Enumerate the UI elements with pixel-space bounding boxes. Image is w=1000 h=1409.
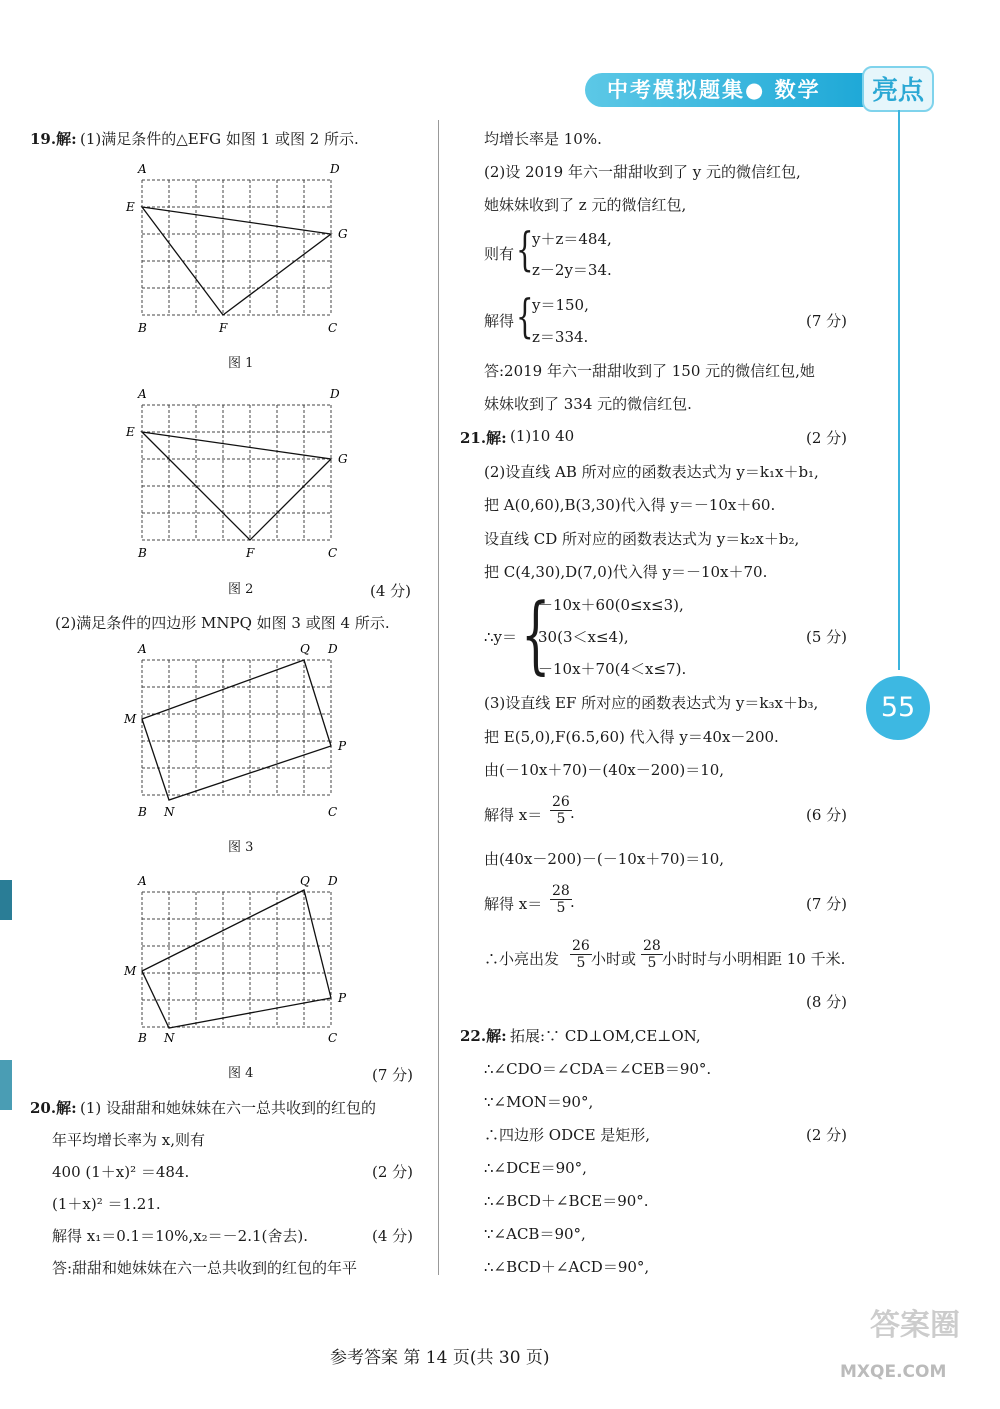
q21-line: 解得 x＝ bbox=[484, 806, 543, 824]
fraction-denominator: 5 bbox=[647, 955, 657, 971]
fraction-numerator: 28 bbox=[643, 938, 661, 954]
fraction-numerator: 28 bbox=[552, 883, 570, 899]
period: . bbox=[570, 804, 575, 822]
q21-conclusion: 小时时与小明相距 10 千米. bbox=[662, 950, 846, 968]
q20-line: (1＋x)² ＝1.21. bbox=[52, 1195, 161, 1213]
figure-caption: 图 2 bbox=[228, 582, 254, 597]
answer-line: (2)设 2019 年六一甜甜收到了 y 元的微信红包, bbox=[484, 163, 801, 181]
score-mark: (6 分) bbox=[806, 806, 848, 824]
label-G: G bbox=[338, 227, 348, 241]
q21-line: 把 A(0,60),B(3,30)代入得 y＝－10x＋60. bbox=[484, 496, 776, 514]
system-lead: 解得 bbox=[484, 312, 515, 330]
label-C: C bbox=[328, 546, 338, 560]
page-number-badge: 55 bbox=[866, 676, 930, 740]
label-D: D bbox=[328, 642, 338, 656]
fraction-denominator: 5 bbox=[556, 811, 566, 827]
piecewise-case: －10x＋70(4＜x≤7). bbox=[538, 660, 687, 678]
left-brace: { bbox=[521, 585, 551, 683]
score-mark: (2 分) bbox=[806, 429, 848, 447]
piecewise-lead: ∴y＝ bbox=[484, 628, 518, 646]
q21-line: 把 E(5,0),F(6.5,60) 代入得 y＝40x－200. bbox=[484, 728, 779, 746]
score-mark: (2 分) bbox=[806, 1126, 848, 1144]
q22-heading: 22.解: bbox=[460, 1027, 507, 1045]
piecewise-case: 30(3＜x≤4), bbox=[538, 628, 629, 646]
equation: y＋z＝484, bbox=[532, 230, 612, 248]
q21-line: 设直线 CD 所对应的函数表达式为 y＝k₂x＋b₂, bbox=[484, 530, 800, 548]
system-lead: 则有 bbox=[484, 245, 515, 263]
column-divider bbox=[438, 120, 439, 1275]
q21-line: 把 C(4,30),D(7,0)代入得 y＝－10x＋70. bbox=[484, 563, 768, 581]
q22-line: ∵∠ACB＝90°, bbox=[484, 1225, 586, 1243]
brand-logo: 亮点 bbox=[862, 66, 934, 112]
label-Q: Q bbox=[300, 642, 310, 656]
q21-conclusion: ∴小亮出发 bbox=[484, 950, 560, 968]
fraction-numerator: 26 bbox=[552, 794, 570, 810]
label-D: D bbox=[330, 162, 340, 176]
period: . bbox=[570, 893, 575, 911]
fraction-denominator: 5 bbox=[576, 955, 586, 971]
fraction-numerator: 26 bbox=[572, 938, 590, 954]
left-brace: { bbox=[516, 289, 534, 343]
q20-line: 年平均增长率为 x,则有 bbox=[52, 1131, 205, 1149]
q22-line: ∴∠DCE＝90°, bbox=[484, 1159, 587, 1177]
figure-3-quadrilateral-mnpq bbox=[120, 640, 360, 820]
margin-rule bbox=[898, 110, 900, 670]
binding-edge bbox=[0, 880, 12, 920]
label-C: C bbox=[328, 1031, 338, 1045]
q19-part2-line: (2)满足条件的四边形 MNPQ 如图 3 或图 4 所示. bbox=[55, 614, 390, 632]
figure-caption: 图 1 bbox=[228, 356, 254, 371]
q22-line: ∴∠CDO＝∠CDA＝∠CEB＝90°. bbox=[484, 1060, 712, 1078]
figure-4-quadrilateral-mnpq bbox=[120, 872, 360, 1052]
q21-conclusion: 小时或 bbox=[591, 950, 637, 968]
q22-line: ∴四边形 ODCE 是矩形, bbox=[484, 1126, 651, 1144]
page-footer: 参考答案 第 14 页(共 30 页) bbox=[330, 1348, 550, 1368]
answer-line: 均增长率是 10%. bbox=[484, 130, 602, 148]
q21-heading: 21.解: bbox=[460, 429, 507, 447]
q19-line: (1)满足条件的△EFG 如图 1 或图 2 所示. bbox=[80, 130, 359, 148]
label-P: P bbox=[338, 991, 347, 1005]
q20-line: 解得 x₁＝0.1＝10%,x₂＝－2.1(舍去). bbox=[52, 1227, 309, 1245]
fraction-denominator: 5 bbox=[556, 900, 566, 916]
q21-line: (3)设直线 EF 所对应的函数表达式为 y＝k₃x＋b₃, bbox=[484, 694, 819, 712]
label-Q: Q bbox=[300, 874, 310, 888]
q22-line: ∴∠BCD＋∠BCE＝90°. bbox=[484, 1192, 649, 1210]
watermark-logo: 答案圈 bbox=[870, 1308, 960, 1343]
score-mark: (4 分) bbox=[372, 1227, 414, 1245]
figure-1-triangle-efg bbox=[120, 160, 360, 340]
figure-caption: 图 4 bbox=[228, 1066, 254, 1081]
binding-edge bbox=[0, 1060, 12, 1110]
score-mark: (7 分) bbox=[372, 1066, 414, 1084]
q21-line: 解得 x＝ bbox=[484, 895, 543, 913]
figure-2-triangle-efg bbox=[120, 385, 360, 565]
label-P: P bbox=[338, 739, 347, 753]
answer-line: 答:2019 年六一甜甜收到了 150 元的微信红包,她 bbox=[484, 362, 815, 380]
label-E: E bbox=[126, 200, 135, 214]
label-D: D bbox=[328, 874, 338, 888]
header-title: 中考模拟题集● 数学 bbox=[585, 73, 885, 107]
label-B: B bbox=[138, 546, 147, 560]
q21-line: 由(40x－200)－(－10x＋70)＝10, bbox=[484, 850, 725, 868]
label-F: F bbox=[219, 321, 228, 335]
label-B: B bbox=[138, 1031, 147, 1045]
q22-line: ∴∠BCD＋∠ACD＝90°, bbox=[484, 1258, 650, 1276]
q22-line: 拓展:∵ CD⊥OM,CE⊥ON, bbox=[510, 1027, 701, 1045]
score-mark: (4 分) bbox=[370, 582, 412, 600]
q20-heading: 20.解: bbox=[30, 1099, 77, 1117]
equation: z＝334. bbox=[532, 328, 589, 346]
watermark-url: MXQE.COM bbox=[840, 1362, 947, 1382]
label-M: M bbox=[124, 964, 137, 978]
equation: y＝150, bbox=[532, 296, 589, 314]
score-mark: (8 分) bbox=[806, 993, 848, 1011]
fraction bbox=[550, 883, 572, 916]
left-brace: { bbox=[516, 222, 534, 276]
fraction bbox=[641, 938, 663, 971]
label-A: A bbox=[138, 874, 147, 888]
label-C: C bbox=[328, 805, 338, 819]
label-M: M bbox=[124, 712, 137, 726]
label-A: A bbox=[138, 642, 147, 656]
q21-line: 由(－10x＋70)－(40x－200)＝10, bbox=[484, 761, 725, 779]
q20-line: 答:甜甜和她妹妹在六一总共收到的红包的年平 bbox=[52, 1259, 358, 1277]
equation: z－2y＝34. bbox=[532, 261, 612, 279]
label-N: N bbox=[164, 805, 175, 819]
label-A: A bbox=[138, 387, 147, 401]
q21-line: (2)设直线 AB 所对应的函数表达式为 y＝k₁x＋b₁, bbox=[484, 463, 819, 481]
q21-line: (1)10 40 bbox=[510, 427, 575, 445]
answer-line: 妹妹收到了 334 元的微信红包. bbox=[484, 395, 692, 413]
score-mark: (7 分) bbox=[806, 312, 848, 330]
piecewise-case: －10x＋60(0≤x≤3), bbox=[538, 596, 684, 614]
answer-line: 她妹妹收到了 z 元的微信红包, bbox=[484, 196, 687, 214]
q20-line: (1) 设甜甜和她妹妹在六一总共收到的红包的 bbox=[80, 1099, 377, 1117]
q22-line: ∵∠MON＝90°, bbox=[484, 1093, 594, 1111]
figure-caption: 图 3 bbox=[228, 840, 254, 855]
label-A: A bbox=[138, 162, 147, 176]
fraction bbox=[550, 794, 572, 827]
label-B: B bbox=[138, 805, 147, 819]
q20-line: 400 (1＋x)² ＝484. bbox=[52, 1163, 190, 1181]
label-E: E bbox=[126, 425, 135, 439]
score-mark: (7 分) bbox=[806, 895, 848, 913]
score-mark: (2 分) bbox=[372, 1163, 414, 1181]
fraction bbox=[570, 938, 592, 971]
score-mark: (5 分) bbox=[806, 628, 848, 646]
label-F: F bbox=[246, 546, 255, 560]
label-G: G bbox=[338, 452, 348, 466]
label-N: N bbox=[164, 1031, 175, 1045]
label-C: C bbox=[328, 321, 338, 335]
label-B: B bbox=[138, 321, 147, 335]
label-D: D bbox=[330, 387, 340, 401]
q19-heading: 19.解: bbox=[30, 130, 77, 148]
